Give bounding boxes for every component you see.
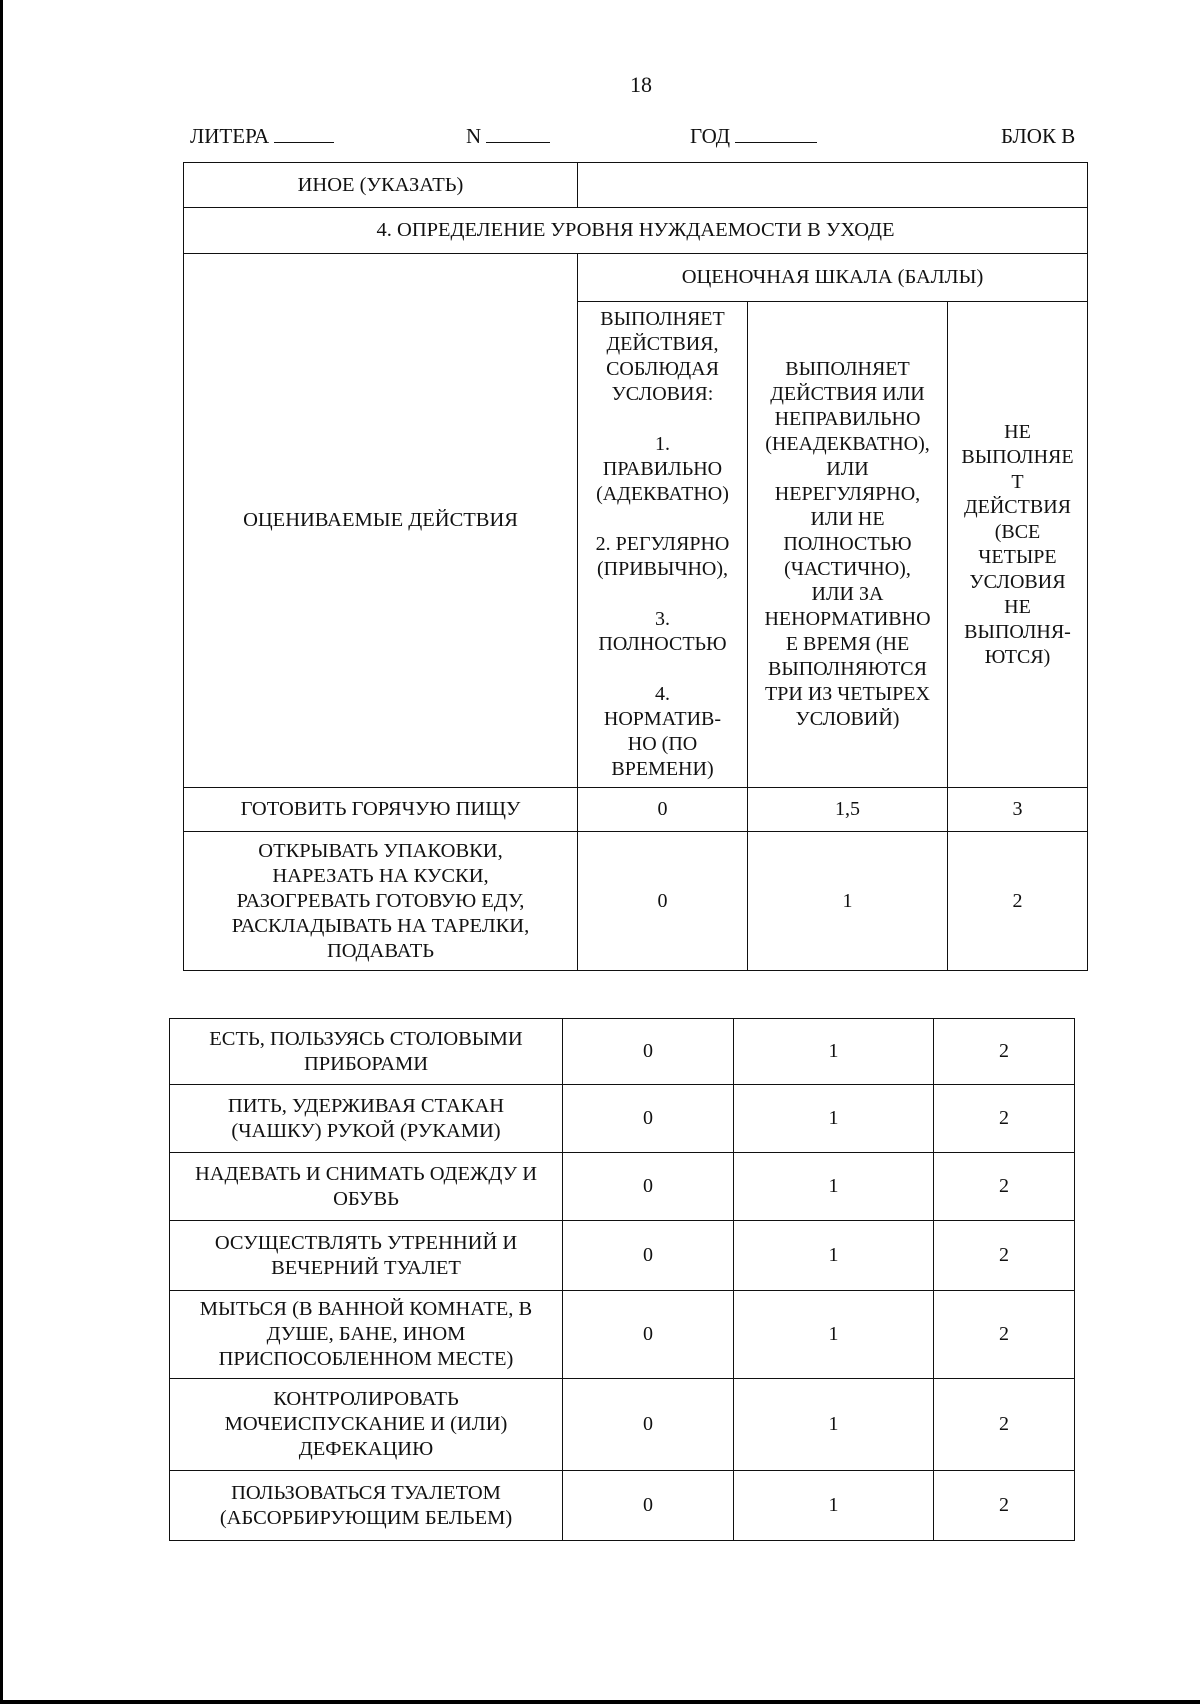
score-partial: 1 bbox=[734, 1085, 934, 1153]
score-complies: 0 bbox=[563, 1291, 734, 1379]
table-row bbox=[184, 788, 1088, 832]
text-line: МОЧЕИСПУСКАНИЕ И (ИЛИ) bbox=[224, 1413, 508, 1435]
year-field bbox=[690, 124, 817, 149]
score-complies: 0 bbox=[563, 1153, 734, 1221]
text-line: ГОТОВИТЬ ГОРЯЧУЮ ПИЩУ bbox=[240, 798, 521, 820]
text-line: ОСУЩЕСТВЛЯТЬ УТРЕННИЙ И bbox=[214, 1231, 518, 1254]
text-line: УСЛОВИЙ) bbox=[795, 708, 900, 730]
text-line: ОБУВЬ bbox=[333, 1187, 399, 1210]
text-line: ДУШЕ, БАНЕ, ИНОМ bbox=[266, 1323, 466, 1345]
score-fails: 3 bbox=[948, 788, 1088, 832]
table-row bbox=[170, 1085, 1075, 1153]
table-row bbox=[170, 1221, 1075, 1291]
score-complies: 0 bbox=[563, 1379, 734, 1471]
text-line: ЮТСЯ) bbox=[984, 645, 1051, 668]
text-line: НОРМАТИВ- bbox=[603, 708, 722, 730]
score-partial: 1 bbox=[748, 832, 948, 971]
page-edge-bottom bbox=[0, 1700, 1200, 1704]
text-line: (ПРИВЫЧНО), bbox=[597, 558, 728, 580]
scale-col-partial bbox=[748, 302, 948, 788]
text-line: 1. bbox=[655, 433, 670, 455]
text-line: Е ВРЕМЯ (НЕ bbox=[785, 633, 910, 655]
score-fails: 2 bbox=[934, 1379, 1075, 1471]
text-line: 2. РЕГУЛЯРНО bbox=[595, 533, 730, 555]
score-complies: 0 bbox=[563, 1221, 734, 1291]
text-line: (ЧАШКУ) РУКОЙ (РУКАМИ) bbox=[231, 1119, 501, 1142]
score-partial: 1 bbox=[734, 1221, 934, 1291]
score-partial: 1 bbox=[734, 1153, 934, 1221]
score-partial: 1 bbox=[734, 1471, 934, 1541]
text-line: НО (ПО bbox=[627, 733, 698, 755]
text-line: НЕРЕГУЛЯРНО, bbox=[774, 483, 921, 505]
text-line: УСЛОВИЯ: bbox=[611, 383, 714, 405]
text-line: 3. bbox=[655, 608, 670, 630]
text-line: ПОЛЬЗОВАТЬСЯ ТУАЛЕТОМ bbox=[231, 1481, 501, 1504]
text-line: ВЫПОЛНЯЕТ bbox=[600, 308, 725, 330]
text-line: НЕ bbox=[1004, 595, 1031, 618]
score-complies: 0 bbox=[563, 1085, 734, 1153]
care-needs-table bbox=[183, 162, 1088, 971]
number-blank bbox=[486, 124, 550, 143]
text-line: ПОЛНОСТЬЮ bbox=[598, 633, 727, 655]
action-cell bbox=[170, 1153, 563, 1221]
text-line: НАРЕЗАТЬ НА КУСКИ, bbox=[272, 864, 489, 887]
text-line: ПОДАВАТЬ bbox=[326, 939, 435, 962]
text-line: ОТКРЫВАТЬ УПАКОВКИ, bbox=[258, 839, 503, 862]
number-label: N bbox=[466, 124, 482, 148]
score-fails: 2 bbox=[934, 1291, 1075, 1379]
page-number: 18 bbox=[630, 72, 652, 97]
text-line: ВЫПОЛНЯЮТСЯ bbox=[768, 658, 927, 680]
table-row bbox=[170, 1019, 1075, 1085]
score-fails: 2 bbox=[934, 1085, 1075, 1153]
text-line: ВЫПОЛНЯЕ bbox=[961, 445, 1074, 468]
text-line: ТРИ ИЗ ЧЕТЫРЕХ bbox=[765, 683, 930, 705]
score-complies: 0 bbox=[563, 1471, 734, 1541]
score-partial: 1 bbox=[734, 1291, 934, 1379]
text-line: ВРЕМЕНИ) bbox=[611, 758, 714, 780]
table-row bbox=[170, 1471, 1075, 1541]
action-cell bbox=[170, 1291, 563, 1379]
text-line: 4. bbox=[655, 683, 670, 705]
text-line: (ВСЕ bbox=[994, 520, 1041, 543]
text-line: ДЕЙСТВИЯ bbox=[964, 495, 1071, 518]
action-cell bbox=[184, 788, 578, 832]
scale-header: ОЦЕНОЧНАЯ ШКАЛА (БАЛЛЫ) bbox=[578, 254, 1088, 302]
text-line: РАЗОГРЕВАТЬ ГОТОВУЮ ЕДУ, bbox=[236, 889, 525, 912]
text-line: ИЛИ ЗА bbox=[811, 583, 884, 605]
text-line: ЧЕТЫРЕ bbox=[978, 545, 1057, 568]
text-line: ВЫПОЛНЯ- bbox=[964, 620, 1071, 643]
litera-blank bbox=[274, 124, 334, 143]
table-row bbox=[170, 1153, 1075, 1221]
text-line: ДЕЙСТВИЯ, bbox=[606, 333, 719, 355]
score-fails: 2 bbox=[948, 832, 1088, 971]
table-row bbox=[170, 1379, 1075, 1471]
number-field bbox=[466, 124, 550, 149]
year-blank bbox=[735, 124, 817, 143]
other-label-cell bbox=[184, 163, 578, 208]
text-line: НАДЕВАТЬ И СНИМАТЬ ОДЕЖДУ И bbox=[194, 1162, 538, 1185]
text-line: КОНТРОЛИРОВАТЬ bbox=[273, 1388, 459, 1410]
text-line: НЕПРАВИЛЬНО bbox=[774, 408, 921, 430]
other-value-cell bbox=[578, 163, 1088, 208]
actions-header: ОЦЕНИВАЕМЫЕ ДЕЙСТВИЯ bbox=[184, 254, 578, 788]
text-line: ДЕФЕКАЦИЮ bbox=[298, 1438, 434, 1460]
text-line: УСЛОВИЯ bbox=[969, 570, 1066, 593]
action-cell bbox=[184, 832, 578, 971]
score-partial: 1,5 bbox=[748, 788, 948, 832]
action-cell bbox=[170, 1379, 563, 1471]
score-fails: 2 bbox=[934, 1153, 1075, 1221]
section-title: 4. ОПРЕДЕЛЕНИЕ УРОВНЯ НУЖДАЕМОСТИ В УХОДЕ bbox=[184, 208, 1088, 254]
scale-col-complies bbox=[578, 302, 748, 788]
litera-field bbox=[190, 124, 334, 149]
text-line: ПОЛНОСТЬЮ bbox=[783, 533, 912, 555]
table-row bbox=[170, 1291, 1075, 1379]
text-line: (ЧАСТИЧНО), bbox=[784, 558, 911, 580]
text-line: ЕСТЬ, ПОЛЬЗУЯСЬ СТОЛОВЫМИ bbox=[209, 1027, 523, 1050]
year-label: ГОД bbox=[690, 124, 731, 148]
block-label: БЛОК В bbox=[1001, 124, 1076, 148]
text-line: (АДЕКВАТНО) bbox=[596, 483, 729, 505]
page-edge-left bbox=[0, 0, 3, 1704]
text-line: НЕ bbox=[1004, 420, 1031, 443]
litera-label: ЛИТЕРА bbox=[190, 124, 270, 148]
text-line: ПИТЬ, УДЕРЖИВАЯ СТАКАН bbox=[227, 1094, 505, 1117]
text-line: РАСКЛАДЫВАТЬ НА ТАРЕЛКИ, bbox=[231, 914, 530, 937]
table-row bbox=[184, 832, 1088, 971]
action-cell bbox=[170, 1471, 563, 1541]
text-line: ПРИБОРАМИ bbox=[303, 1052, 429, 1075]
text-line: (НЕАДЕКВАТНО), bbox=[765, 433, 930, 455]
text-line: ВЕЧЕРНИЙ ТУАЛЕТ bbox=[271, 1256, 461, 1279]
text-line: СОБЛЮДАЯ bbox=[606, 358, 719, 380]
score-partial: 1 bbox=[734, 1019, 934, 1085]
score-partial: 1 bbox=[734, 1379, 934, 1471]
text-line: (АБСОРБИРУЮЩИМ БЕЛЬЕМ) bbox=[219, 1506, 513, 1529]
text-line: ПРАВИЛЬНО bbox=[602, 458, 723, 480]
action-cell bbox=[170, 1085, 563, 1153]
action-cell bbox=[170, 1221, 563, 1291]
score-complies: 0 bbox=[563, 1019, 734, 1085]
score-complies: 0 bbox=[578, 832, 748, 971]
score-fails: 2 bbox=[934, 1471, 1075, 1541]
text-line: Т bbox=[1011, 470, 1024, 493]
text-line: ИЛИ bbox=[826, 458, 869, 480]
text-line: НЕНОРМАТИВНО bbox=[764, 608, 931, 630]
text-line: МЫТЬСЯ (В ВАННОЙ КОМНАТЕ, В bbox=[199, 1298, 533, 1320]
other-label: ИНОЕ (УКАЗАТЬ) bbox=[297, 173, 464, 196]
score-complies: 0 bbox=[578, 788, 748, 832]
scale-col-fails bbox=[948, 302, 1088, 788]
text-line: ПРИСПОСОБЛЕННОМ МЕСТЕ) bbox=[218, 1348, 514, 1370]
score-fails: 2 bbox=[934, 1221, 1075, 1291]
care-needs-table-continued bbox=[169, 1018, 1075, 1541]
action-cell bbox=[170, 1019, 563, 1085]
text-line: ИЛИ НЕ bbox=[810, 508, 885, 530]
text-line: ВЫПОЛНЯЕТ bbox=[785, 358, 910, 380]
text-line: ДЕЙСТВИЯ ИЛИ bbox=[770, 383, 925, 405]
score-fails: 2 bbox=[934, 1019, 1075, 1085]
